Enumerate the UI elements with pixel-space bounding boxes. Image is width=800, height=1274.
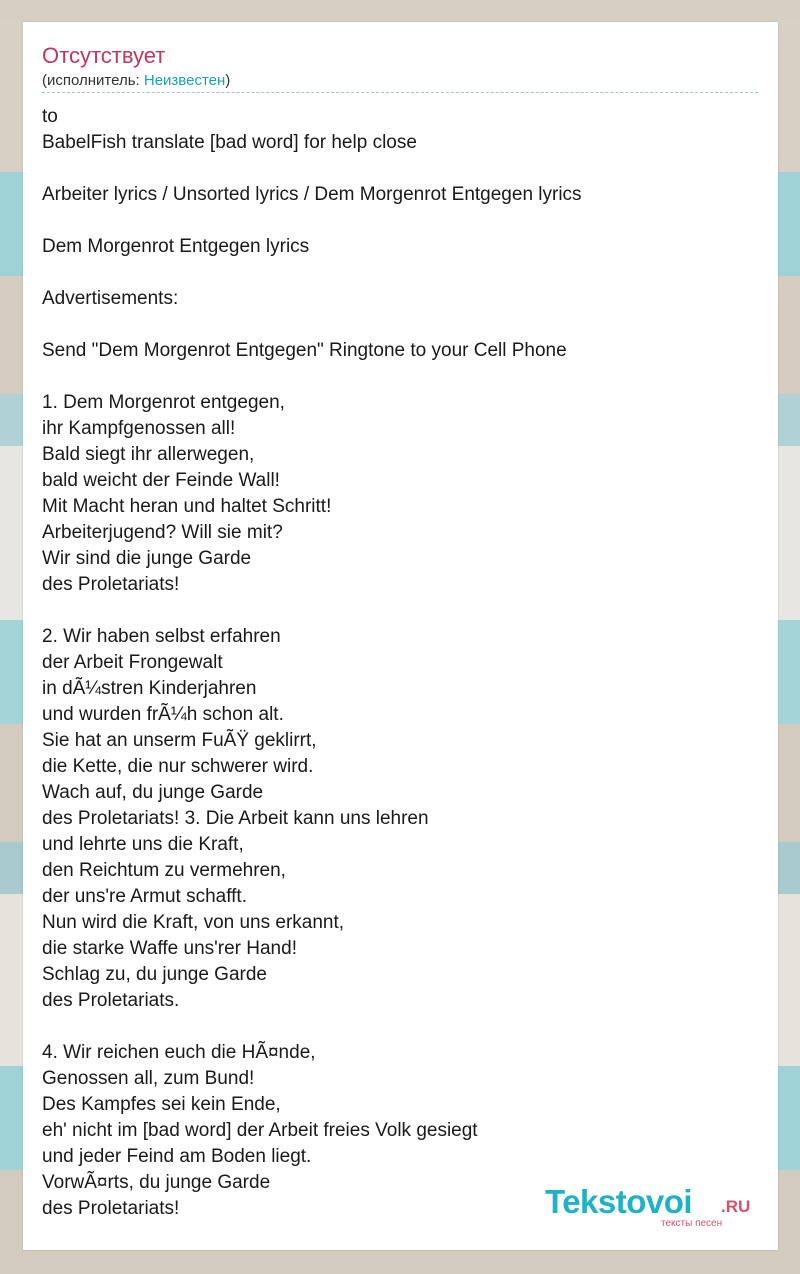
artist-line bbox=[42, 70, 758, 92]
logo-wordmark: Tekstovoi bbox=[545, 1183, 693, 1220]
lyrics-text: to BabelFish translate [bad word] for help close Arbeiter lyrics / Unsorted lyrics / Dem Morgenrot Entgegen lyrics Dem Morgenrot Entgegen lyrics Advertisements: Send "Dem Morgenrot Entgegen" Ringtone to your Cell Phone 1. Dem Morgenrot entgegen, ihr Kampfgenossen all! Bald siegt ihr allerwegen, bald weicht der Feinde Wall! Mit Macht heran und haltet Schritt! Arbeiterjugend? Will sie mit? Wir sind die junge Garde des Proletariats! 2. Wir haben selbst erfahren der Arbeit Frongewalt in dÃ¼stren Kinderjahren und wurden frÃ¼h schon alt. Sie hat an unserm FuÃŸ geklirrt, die Kette, die nur schwerer wird. Wach auf, du junge Garde des Proletariats! 3. Die Arbeit kann uns lehren und lehrte uns die Kraft, den Reichtum zu vermehren, der uns're Armut schafft. Nun wird die Kraft, von uns erkannt, die starke Waffe uns'rer Hand! Schlag zu, du junge Garde des Proletariats. 4. Wir reichen euch die HÃ¤nde, Genossen all, zum Bund! Des Kampfes sei kein Ende, eh' nicht im [bad word] der Arbeit freies Volk gesiegt und jeder Feind am Boden liegt. VorwÃ¤rts, du junge Garde des Proletariats! bbox=[42, 106, 582, 1219]
content-card bbox=[23, 22, 778, 1250]
logo-domain: .RU bbox=[721, 1197, 751, 1216]
artist-suffix: ) bbox=[225, 72, 231, 89]
song-header bbox=[42, 42, 758, 93]
song-title: Отсутствует bbox=[42, 43, 166, 68]
artist-prefix: (исполнитель: bbox=[42, 72, 144, 89]
artist-link[interactable]: Неизвестен bbox=[143, 72, 226, 89]
logo-subtitle: тексты песен bbox=[661, 1218, 723, 1229]
site-logo[interactable] bbox=[545, 1184, 750, 1228]
